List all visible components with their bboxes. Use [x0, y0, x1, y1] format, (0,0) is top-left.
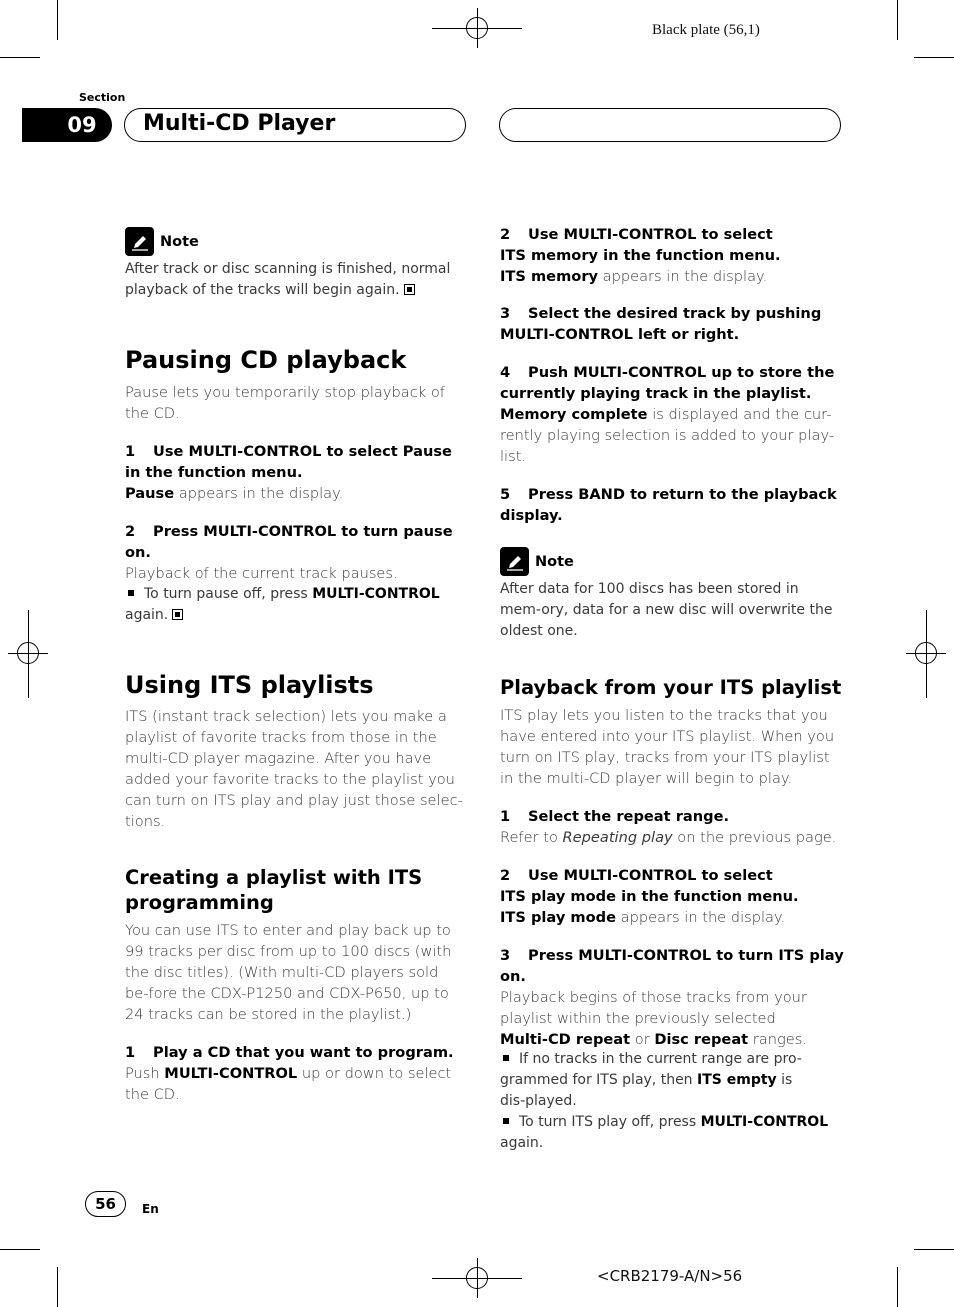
section-number — [22, 108, 112, 142]
crop-mark — [57, 0, 58, 40]
step-text: ITS play mode in the function menu. — [500, 888, 799, 905]
registration-circle — [915, 642, 937, 664]
step-text: Push MULTI-CONTROL up to store the currently playing track in the playlist. — [500, 364, 835, 402]
end-mark-icon — [172, 609, 183, 620]
step-text: Use MULTI-CONTROL to select — [528, 867, 773, 884]
body-text: Playback begins of those tracks from your playlist within the previously selected — [500, 989, 807, 1027]
display-term: ITS memory — [500, 268, 599, 285]
step-number: 1 — [125, 1044, 136, 1061]
playback-bullet-1 — [500, 1049, 820, 1112]
display-term: Pause — [125, 485, 175, 502]
playback-step-1-body — [500, 827, 845, 848]
step-text: Press MULTI-CONTROL to turn ITS play on. — [500, 947, 844, 985]
bullet-text: again. — [500, 1135, 544, 1151]
document-code: <CRB2179-A/N>56 — [597, 1267, 743, 1285]
step-number: 1 — [500, 808, 511, 825]
registration-circle — [17, 642, 39, 664]
heading-its: Using ITS playlists — [125, 671, 374, 699]
step-text: Press BAND to return to the playback display. — [500, 486, 837, 524]
bullet-text: To turn ITS play off, press — [519, 1114, 701, 1130]
playback-step-1 — [500, 806, 845, 827]
step-number: 2 — [125, 523, 136, 540]
step-number: 4 — [500, 364, 511, 381]
registration-circle — [466, 17, 488, 39]
body-text: ranges. — [748, 1031, 807, 1048]
body-text: appears in the display. — [598, 268, 768, 285]
crop-mark — [914, 57, 954, 58]
playback-step-3-body — [500, 987, 820, 1050]
note-text: After data for 100 discs has been stored in mem-ory, data for a new disc will overwrite the oldest one. — [500, 581, 833, 639]
body-text: appears in the display. — [616, 909, 786, 926]
its-step-4 — [500, 362, 845, 404]
heading-creating: Creating a playlist with ITS programming — [125, 866, 423, 914]
pausing-step-1 — [125, 441, 470, 483]
step-text: Select the repeat range. — [528, 808, 730, 825]
section-label: Section — [79, 91, 126, 104]
crop-mark — [57, 1267, 58, 1307]
step-number: 5 — [500, 486, 511, 503]
its-step-4-body — [500, 404, 840, 467]
step-text: Press MULTI-CONTROL to turn pause on. — [125, 523, 453, 561]
note-label: Note — [535, 553, 574, 570]
plate-label: Black plate (56,1) — [652, 22, 760, 38]
blank-header-box — [499, 108, 841, 142]
body-text: up or down to select the CD. — [125, 1065, 452, 1103]
creating-intro: You can use ITS to enter and play back up to 99 tracks per disc from up to 100 discs (with the disc titles). (With multi-CD players sold be-fore the CDX-P1250 and CDX-P650, up to 24 tracks can be stored in the playlist.) — [125, 922, 452, 1023]
note-heading — [500, 547, 574, 576]
cross-reference: Repeating play — [562, 829, 673, 846]
display-term: ITS play mode — [500, 909, 616, 926]
body-text: appears in the display. — [174, 485, 344, 502]
bullet-icon — [503, 1118, 509, 1124]
step-text: Use MULTI-CONTROL to select Pause in the function menu. — [125, 443, 452, 481]
control-term: MULTI-CONTROL — [700, 1114, 829, 1130]
its-intro: ITS (instant track selection) lets you make a playlist of favorite tracks from those in the multi-CD player magazine. After you have added your favorite tracks to the playlist you can turn on ITS play and play just those selec-tions. — [125, 708, 463, 830]
step-text: Select the desired track by pushing MULTI-CONTROL left or right. — [500, 305, 822, 343]
bullet-term: MULTI-CONTROL — [312, 586, 440, 602]
body-text: Push — [125, 1065, 165, 1082]
pausing-step-2-body: Playback of the current track pauses. — [125, 565, 398, 582]
step-number: 3 — [500, 305, 511, 322]
heading-playback: Playback from your ITS playlist — [500, 676, 842, 699]
step-number: 2 — [500, 867, 511, 884]
display-term: Memory complete — [500, 406, 648, 423]
display-term: Multi-CD repeat — [500, 1031, 631, 1048]
section-number-text: 09 — [67, 113, 97, 137]
crop-mark — [897, 0, 898, 40]
playback-bullet-2 — [500, 1112, 845, 1154]
pencil-icon — [125, 227, 154, 256]
body-text: is displayed and the cur-rently playing selection is added to your play-list. — [500, 406, 835, 465]
step-text: Play a CD that you want to program. — [153, 1044, 454, 1061]
display-term: ITS empty — [697, 1072, 777, 1088]
registration-circle — [466, 1267, 488, 1289]
body-text: on the previous page. — [672, 829, 837, 846]
bullet-icon — [128, 590, 134, 596]
display-term: Disc repeat — [654, 1031, 749, 1048]
step-number: 2 — [500, 226, 511, 243]
crop-mark — [914, 1249, 954, 1250]
its-step-5 — [500, 484, 845, 526]
step-number: 1 — [125, 443, 136, 460]
body-text: or — [630, 1031, 655, 1048]
end-mark-icon — [404, 284, 415, 295]
pausing-step-2 — [125, 521, 470, 563]
crop-mark — [0, 57, 40, 58]
step-text: ITS memory in the function menu. — [500, 247, 781, 264]
creating-step-1 — [125, 1042, 470, 1063]
heading-pausing: Pausing CD playback — [125, 346, 407, 374]
body-text: Refer to — [500, 829, 563, 846]
playback-step-2 — [500, 865, 845, 907]
language-label: En — [142, 1202, 159, 1216]
creating-step-1-body — [125, 1063, 465, 1105]
pausing-bullet — [125, 584, 470, 626]
crop-mark — [897, 1267, 898, 1307]
bullet-text: If no tracks in the current range are pro-grammed for ITS play, then — [500, 1051, 802, 1088]
pencil-icon — [500, 547, 529, 576]
playback-step-2-body — [500, 907, 785, 928]
note-text — [125, 259, 465, 301]
playback-intro: ITS play lets you listen to the tracks that you have entered into your ITS playlist. When you turn on ITS play, tracks from your ITS playlist in the multi-CD player will begin to play. — [500, 707, 835, 787]
pausing-intro: Pause lets you temporarily stop playback of the CD. — [125, 384, 445, 422]
playback-step-3 — [500, 945, 845, 987]
section-title-box — [124, 108, 466, 142]
bullet-text: is dis-played. — [500, 1072, 793, 1109]
crop-mark — [0, 1249, 40, 1250]
step-text: Use MULTI-CONTROL to select — [528, 226, 773, 243]
section-title: Multi-CD Player — [143, 111, 336, 136]
its-step-2-body — [500, 266, 767, 287]
its-step-3 — [500, 303, 845, 345]
note-text-content: After track or disc scanning is finished, normal playback of the tracks will begin again. — [125, 261, 451, 298]
note-heading — [125, 227, 199, 256]
bullet-text: To turn pause off, press — [144, 586, 313, 602]
page-number: 56 — [85, 1191, 126, 1217]
step-number: 3 — [500, 947, 511, 964]
pausing-step-1-body — [125, 483, 343, 504]
note-label: Note — [160, 233, 199, 250]
control-term: MULTI-CONTROL — [164, 1065, 298, 1082]
its-step-2 — [500, 224, 845, 266]
bullet-icon — [503, 1055, 509, 1061]
bullet-text-end: again. — [125, 607, 169, 623]
